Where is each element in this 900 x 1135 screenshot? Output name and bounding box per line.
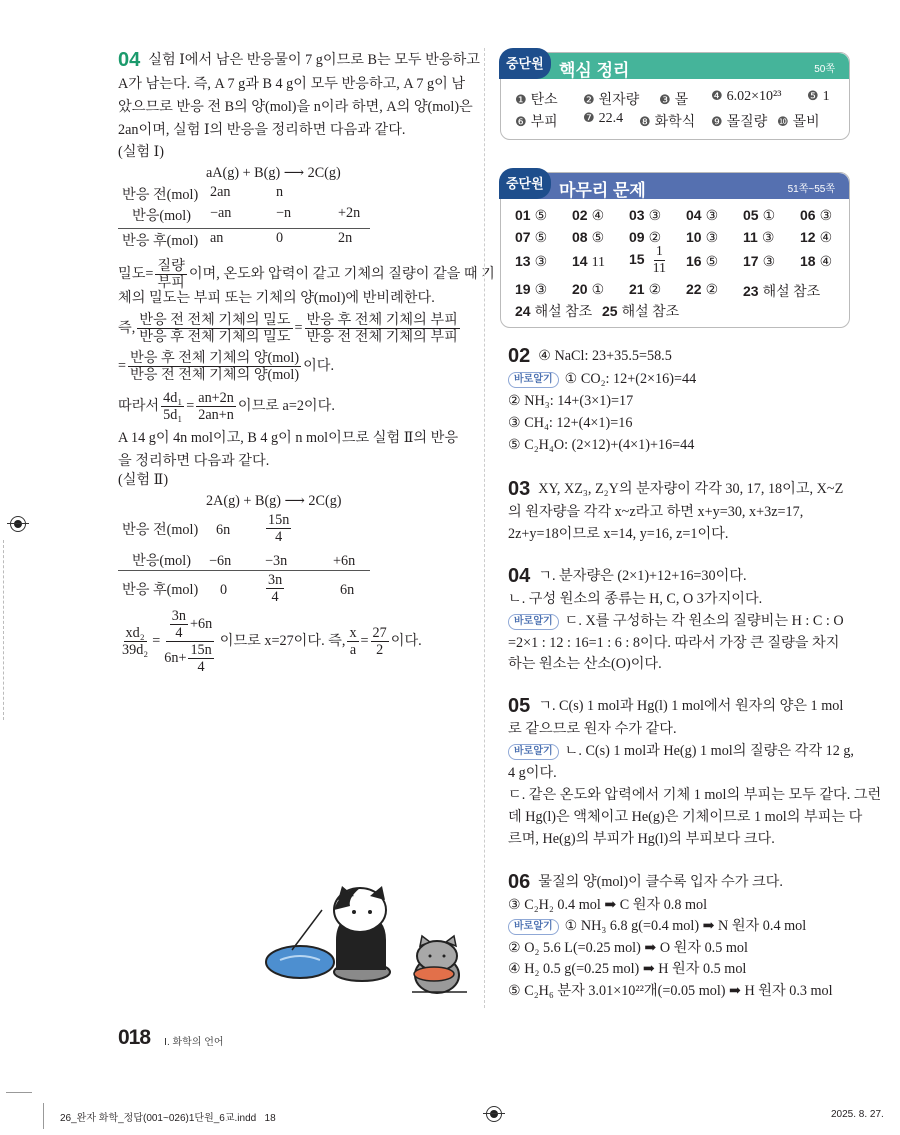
section-tag: 중단원 — [499, 48, 551, 79]
text: = — [294, 319, 303, 336]
number-marker: ❹ — [711, 89, 723, 104]
table-row — [118, 205, 370, 226]
q04-line: A가 남는다. 즉, A 7 g과 B 4 g이 모두 반응하고, A 7 g이 남 — [118, 76, 466, 92]
answer-value: ③ — [534, 255, 548, 270]
numerator: 27 — [372, 625, 387, 641]
number-marker: ❷ — [583, 93, 595, 108]
q04-line: =2×1 : 12 : 16=1 : 6 : 8이다. 따라서 가장 큰 질량을 차지 — [508, 635, 840, 651]
text: 실험 Ⅰ에서 남은 반응물이 7 g이므로 B는 모두 반응하고 — [148, 52, 480, 68]
fraction — [266, 572, 284, 605]
question-number: 02 — [508, 345, 531, 367]
cell: 0 — [276, 230, 284, 246]
answer-number: 21 — [629, 281, 645, 297]
summary-item — [583, 89, 639, 109]
fraction — [188, 642, 213, 675]
crop-mark — [6, 1092, 32, 1093]
cell — [264, 512, 293, 545]
answer-item — [515, 281, 547, 299]
experiment-label: (실험 Ⅱ) — [118, 472, 169, 488]
fraction — [651, 244, 668, 277]
summary-item — [777, 111, 820, 131]
answer-number: 13 — [515, 253, 531, 269]
answer-item — [629, 281, 661, 299]
answer-item — [743, 207, 775, 225]
q04-line — [118, 50, 480, 70]
numerator: an+2n — [198, 390, 234, 406]
cell: −an — [210, 205, 232, 221]
summary-item — [711, 89, 781, 105]
answer-item — [743, 229, 774, 247]
q05-line — [508, 741, 854, 761]
page-reference: 50쪽 — [814, 64, 835, 75]
text: 따라서 — [118, 397, 160, 414]
q02-line: ③ CH₄: 12+(4×1)=16 — [508, 415, 633, 431]
answer-item — [572, 253, 605, 271]
q03-line — [508, 479, 843, 499]
fraction — [128, 350, 301, 383]
answer-item — [629, 207, 661, 225]
answer-number: 15 — [629, 250, 645, 267]
answer-number: 07 — [515, 229, 531, 245]
text: 6n+ — [164, 649, 187, 666]
text: ① NH₃ 6.8 g(=0.4 mol) ➡ N 원자 0.4 mol — [564, 918, 807, 934]
cell: 2an — [210, 184, 231, 200]
number-marker: ❸ — [659, 93, 671, 108]
answer-number: 09 — [629, 229, 645, 245]
reaction-equation: 2A(g) + B(g) ⟶ 2C(g) — [206, 493, 342, 509]
q02-line: ⑤ C₂H₄O: (2×12)+(4×1)+16=44 — [508, 437, 695, 453]
answer-value: ③ — [761, 231, 775, 246]
cell: +2n — [338, 205, 361, 221]
table-divider — [118, 228, 370, 229]
summary-item — [583, 111, 623, 127]
therefore-line — [118, 390, 335, 423]
cell: 반응 전(mol) — [122, 187, 199, 203]
answer-value: ④ — [819, 231, 833, 246]
question-number: 04 — [118, 49, 141, 71]
denominator: 4 — [197, 659, 205, 675]
numerator: 반응 후 전체 기체의 부피 — [306, 312, 458, 328]
correction-badge: 바로알기 — [508, 614, 559, 630]
summary-box — [500, 52, 850, 140]
cell — [264, 572, 286, 605]
numerator: 질량 — [157, 258, 185, 274]
fraction — [305, 312, 460, 345]
numerator: 4d₁ — [163, 390, 183, 406]
answer-item — [602, 301, 679, 321]
answer-item — [629, 244, 670, 277]
answer-value: ② — [648, 231, 662, 246]
answer-value: ③ — [705, 231, 719, 246]
registration-mark-icon — [486, 1106, 502, 1122]
answer-item — [686, 207, 718, 225]
answer-number: 24 — [515, 303, 531, 319]
text-line: A 14 g이 4n mol이고, B 4 g이 n mol이므로 실험 Ⅱ의 반응 — [118, 430, 459, 446]
answer-item — [686, 253, 718, 271]
denominator: 4 — [175, 625, 183, 641]
answer-item — [743, 281, 820, 301]
cell: −n — [276, 205, 292, 221]
q05-line: ㄷ. 같은 온도와 압력에서 기체 1 mol의 부피는 모두 같다. 그런 — [508, 787, 882, 803]
numerator: 3n — [268, 572, 283, 588]
number-marker: ❺ — [807, 89, 819, 104]
answer-value: ④ — [591, 209, 605, 224]
summary-item — [807, 89, 830, 105]
section-tag: 중단원 — [499, 168, 551, 199]
correction-badge: 바로알기 — [508, 372, 559, 388]
cell: 반응 전(mol) — [122, 522, 199, 538]
cell: 0 — [220, 582, 228, 598]
numerator: 15n — [268, 512, 290, 528]
cell: 6n — [216, 522, 231, 538]
numerator: x — [349, 625, 357, 641]
q06-line: ③ C₂H₂ 0.4 mol ➡ C 원자 0.8 mol — [508, 897, 708, 913]
text: 밀도= — [118, 265, 154, 282]
answer-value: ① — [591, 283, 605, 298]
q06-line — [508, 916, 806, 936]
cell: −3n — [265, 553, 288, 569]
denominator: 2an+n — [198, 407, 234, 423]
text: 이므로 x=27이다. 즉, — [219, 632, 346, 649]
denominator: 39d₂ — [122, 642, 149, 658]
text: 원자량 — [598, 93, 640, 108]
q05-line — [508, 696, 843, 716]
cell: 6n — [340, 582, 355, 598]
q06-line: ④ H₂ 0.5 g(=0.25 mol) ➡ H 원자 0.5 mol — [508, 961, 747, 977]
text: +6n — [189, 615, 213, 632]
answer-value: ⑤ — [705, 255, 719, 270]
text: 부피 — [530, 115, 558, 130]
text: = — [152, 632, 161, 649]
answer-item — [515, 207, 547, 225]
numerator — [166, 608, 214, 642]
text: 이다. — [303, 357, 335, 374]
answer-item — [800, 229, 832, 247]
denominator: 부피 — [157, 275, 185, 291]
table-divider — [118, 570, 370, 571]
answer-number: 08 — [572, 229, 588, 245]
q06-line: ② O₂ 5.6 L(=0.25 mol) ➡ O 원자 0.5 mol — [508, 940, 748, 956]
q04-line: 하는 원소는 산소(O)이다. — [508, 656, 662, 672]
text: 몰 — [674, 93, 689, 108]
fraction — [137, 312, 292, 345]
chapter-title: Ⅰ. 화학의 언어 — [164, 1037, 224, 1048]
answer-item — [515, 253, 547, 271]
answer-value: ③ — [762, 255, 776, 270]
answer-number: 04 — [686, 207, 702, 223]
registration-mark-icon — [10, 516, 26, 532]
page-reference: 51쪽~55쪽 — [787, 184, 835, 195]
denominator: 4 — [271, 589, 279, 605]
text-line: 체의 밀도는 부피 또는 기체의 양(mol)에 반비례한다. — [118, 290, 435, 306]
text: = — [118, 357, 127, 374]
denominator: 4 — [275, 529, 283, 545]
q04-line: 았으므로 반응 전 B의 양(mol)을 n이라 하면, A의 양(mol)은 — [118, 99, 473, 115]
text: 이므로 a=2이다. — [237, 397, 335, 414]
answer-item — [572, 207, 604, 225]
number-marker: ❼ — [583, 111, 595, 126]
q03-line: 의 원자량을 각각 x~z라고 하면 x+y=30, x+3z=17, — [508, 504, 804, 520]
cell: an — [210, 230, 224, 246]
answer-number: 16 — [686, 253, 702, 269]
summary-item — [659, 89, 688, 109]
question-number: 03 — [508, 478, 531, 500]
text: 1 — [822, 89, 830, 104]
q03-line: 2z+y=18이므로 x=14, y=16, z=1이다. — [508, 526, 729, 542]
number-marker: ❽ — [639, 115, 651, 130]
text: = — [360, 632, 369, 649]
cell: +6n — [333, 553, 356, 569]
denominator: a — [349, 642, 357, 658]
answer-item — [515, 301, 592, 321]
answer-value: ② — [705, 283, 719, 298]
answer-number: 18 — [800, 253, 816, 269]
q06-line — [508, 872, 783, 892]
text: ㄱ. C(s) 1 mol과 Hg(l) 1 mol에서 원자의 양은 1 mol — [538, 698, 844, 714]
answer-number: 06 — [800, 207, 816, 223]
fraction — [161, 390, 184, 423]
text: ㄱ. 분자량은 (2×1)+12+16=30이다. — [538, 568, 747, 584]
answer-value: ③ — [648, 209, 662, 224]
q04-line — [508, 611, 844, 631]
q04-line — [508, 566, 747, 586]
answer-value: 11 — [591, 255, 606, 270]
q05-line: 4 g이다. — [508, 765, 557, 781]
answer-number: 20 — [572, 281, 588, 297]
text: 몰비 — [792, 115, 820, 130]
fraction — [347, 625, 358, 658]
answer-item — [572, 281, 604, 299]
answer-number: 23 — [743, 283, 759, 299]
denominator: 반응 전 전체 기체의 부피 — [306, 329, 458, 345]
correction-badge: 바로알기 — [508, 744, 559, 760]
final-equation — [118, 608, 422, 675]
text: = — [186, 397, 195, 414]
fraction — [170, 608, 188, 641]
answer-number: 03 — [629, 207, 645, 223]
answer-item — [800, 253, 832, 271]
text: 즉, — [118, 319, 136, 336]
denominator: 11 — [652, 261, 667, 276]
reaction-equation: aA(g) + B(g) ⟶ 2C(g) — [206, 165, 341, 181]
column-divider — [484, 48, 485, 1008]
text: 22.4 — [598, 111, 624, 126]
question-number: 04 — [508, 565, 531, 587]
numerator: 1 — [655, 244, 663, 259]
cell: 반응(mol) — [132, 208, 191, 224]
answer-value: ③ — [534, 283, 548, 298]
numerator: 반응 후 전체 기체의 양(mol) — [130, 350, 300, 366]
answer-number: 22 — [686, 281, 702, 297]
answer-value: ⑤ — [534, 209, 548, 224]
answer-value: ⑤ — [534, 231, 548, 246]
answer-number: 19 — [515, 281, 531, 297]
answer-number: 01 — [515, 207, 531, 223]
q02-line: ② NH₃: 14+(3×1)=17 — [508, 393, 634, 409]
section-title: 핵심 정리 — [559, 61, 630, 80]
table-row — [118, 230, 370, 251]
answer-number: 12 — [800, 229, 816, 245]
print-date: 2025. 8. 27. — [831, 1109, 884, 1120]
text: 탄소 — [530, 93, 558, 108]
text: 화학식 — [654, 115, 696, 130]
cell: 반응 후(mol) — [122, 582, 199, 598]
answer-number: 25 — [602, 303, 618, 319]
answer-value: 해설 참조 — [534, 305, 593, 320]
answer-value: ③ — [705, 209, 719, 224]
text: 이며, 온도와 압력이 같고 기체의 질량이 같을 때 기 — [188, 265, 495, 282]
denominator: 5d₁ — [163, 407, 183, 423]
cell: −6n — [209, 553, 232, 569]
summary-header — [501, 53, 849, 79]
answer-item — [572, 229, 604, 247]
ratio-line — [118, 312, 462, 345]
text: ㄴ. C(s) 1 mol과 He(g) 1 mol의 질량은 각각 12 g, — [564, 743, 854, 759]
crop-mark — [43, 1103, 44, 1129]
complex-fraction — [162, 608, 217, 675]
question-number: 06 — [508, 871, 531, 893]
denominator: 반응 전 전체 기체의 양(mol) — [130, 367, 300, 383]
answer-number: 17 — [743, 253, 759, 269]
ratio-line — [118, 350, 334, 383]
denominator — [162, 642, 217, 675]
number-marker: ❾ — [711, 115, 723, 130]
density-line — [118, 258, 495, 291]
review-header — [501, 173, 849, 199]
answer-item — [743, 253, 775, 271]
answer-value: 해설 참조 — [621, 305, 680, 320]
fraction — [155, 258, 186, 291]
text: ① CO₂: 12+(2×16)=44 — [564, 371, 697, 387]
numerator: 3n — [171, 608, 186, 624]
answer-item — [686, 229, 718, 247]
answer-value: 해설 참조 — [762, 285, 821, 300]
text: 이다. — [390, 632, 422, 649]
numerator: xd₂ — [125, 625, 145, 641]
summary-item — [711, 111, 767, 131]
review-box — [500, 172, 850, 328]
q02-line — [508, 369, 696, 389]
cell: n — [276, 184, 284, 200]
correction-badge: 바로알기 — [508, 919, 559, 935]
answer-value: ② — [648, 283, 662, 298]
text: 몰질량 — [726, 115, 768, 130]
fraction — [196, 390, 236, 423]
q02-line — [508, 346, 672, 366]
answer-number: 05 — [743, 207, 759, 223]
q04-line: 2an이며, 실험 Ⅰ의 반응을 정리하면 다음과 같다. — [118, 122, 406, 138]
text: 6.02×10²³ — [726, 89, 782, 104]
answer-item — [686, 281, 718, 299]
q05-line: 데 Hg(l)은 액체이고 He(g)은 기체이므로 1 mol의 부피는 다 — [508, 809, 863, 825]
q05-line: 르며, He(g)의 부피가 Hg(l)의 부피보다 크다. — [508, 831, 775, 847]
summary-item — [515, 89, 558, 109]
answer-number: 14 — [572, 253, 588, 269]
number-marker: ❶ — [515, 93, 527, 108]
answer-number: 11 — [743, 229, 758, 245]
experiment-label: (실험 Ⅰ) — [118, 144, 165, 160]
number-marker: ❿ — [777, 115, 789, 130]
cat-fishing-illustration — [262, 880, 472, 1005]
numerator: 반응 전 전체 기체의 밀도 — [139, 312, 291, 328]
cell: 2n — [338, 230, 353, 246]
page-number: 018 — [118, 1026, 151, 1049]
fraction — [371, 625, 389, 658]
cell: 반응(mol) — [132, 553, 191, 569]
answer-number: 10 — [686, 229, 702, 245]
answer-value: ④ — [819, 255, 833, 270]
text: XY, XZ₃, Z₂Y의 분자량이 각각 30, 17, 18이고, X~Z — [538, 481, 844, 497]
answer-value: ③ — [819, 209, 833, 224]
text: 물질의 양(mol)이 클수록 입자 수가 크다. — [538, 874, 783, 890]
answer-item — [800, 207, 832, 225]
answer-value: ⑤ — [591, 231, 605, 246]
answer-item — [515, 229, 547, 247]
number-marker: ❻ — [515, 115, 527, 130]
reaction-table-1 — [118, 184, 370, 251]
answer-number: 02 — [572, 207, 588, 223]
text: ④ NaCl: 23+35.5=58.5 — [538, 348, 672, 364]
text: ㄷ. X를 구성하는 각 원소의 질량비는 H : C : O — [564, 613, 844, 629]
q05-line: 로 같으므로 원자 수가 같다. — [508, 721, 677, 737]
section-title: 마무리 문제 — [559, 181, 646, 200]
summary-item — [639, 111, 695, 131]
crop-guide — [3, 540, 4, 720]
file-name: 26_완자 화학_정답(001~026)1단원_6교.indd 18 — [60, 1113, 276, 1124]
fraction — [120, 625, 150, 658]
numerator: 15n — [190, 642, 212, 658]
denominator: 2 — [376, 642, 384, 658]
q04-line: ㄴ. 구성 원소의 종류는 H, C, O 3가지이다. — [508, 591, 763, 607]
cell: 반응 후(mol) — [122, 233, 199, 249]
summary-item — [515, 111, 558, 131]
q06-line: ⑤ C₂H₆ 분자 3.01×10²²개(=0.05 mol) ➡ H 원자 0.3 mol — [508, 983, 833, 999]
table-row — [118, 184, 370, 205]
text-line: 을 정리하면 다음과 같다. — [118, 453, 270, 469]
answer-value: ① — [762, 209, 776, 224]
fraction — [266, 512, 291, 545]
question-number: 05 — [508, 695, 531, 717]
denominator: 반응 후 전체 기체의 밀도 — [139, 329, 291, 345]
